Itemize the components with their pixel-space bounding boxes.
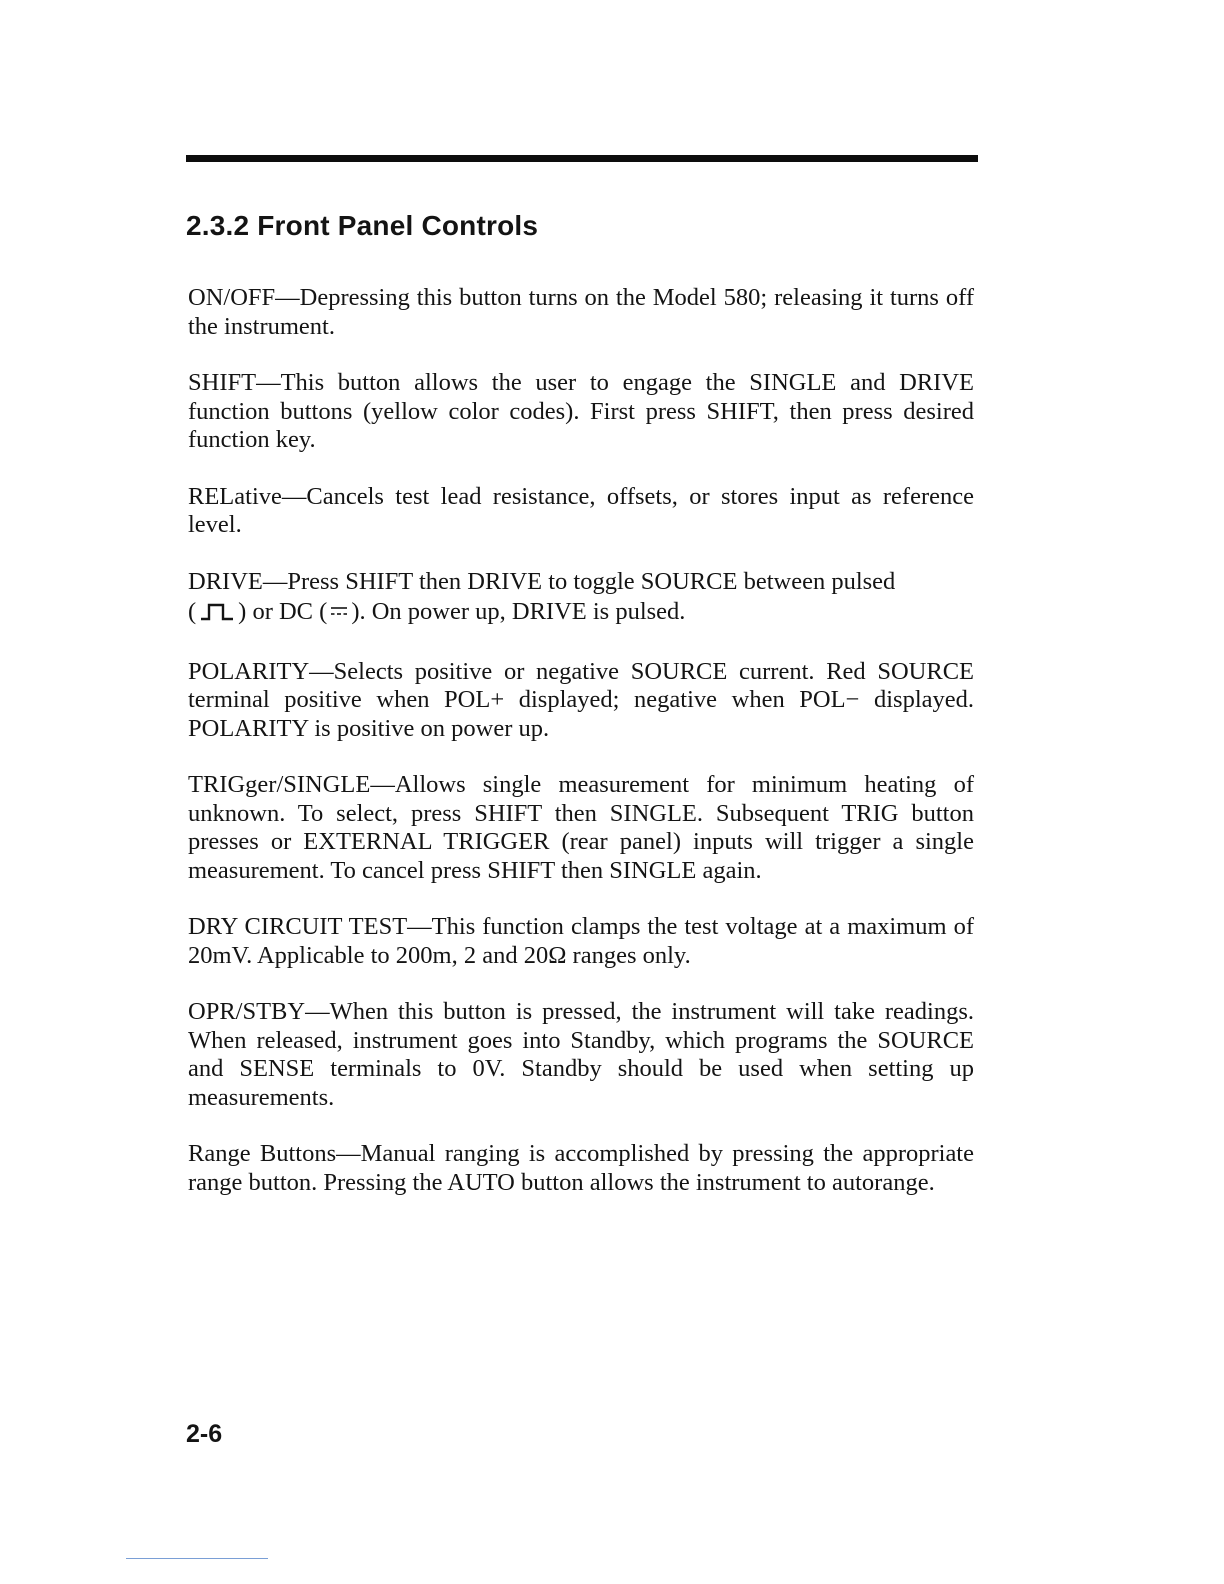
drive-pulse-close-text: ) or DC ( (238, 598, 328, 625)
header-rule (186, 155, 978, 162)
section-heading: 2.3.2 Front Panel Controls (186, 210, 539, 241)
drive-open-paren: ( (188, 598, 197, 625)
paragraph-trigger-single: TRIGger/SINGLE—Allows single measurement for minimum heating of unknown. To select, press SHIFT then SINGLE. Subsequent TRIG button presses or EXTERNAL TRIGGER (rear panel) inputs will trigger a single measurement. To cancel press SHIFT then SINGLE again. (188, 771, 974, 884)
paragraph-relative: RELative—Cancels test lead resistance, offsets, or stores input as reference level. (188, 482, 974, 538)
paragraph-on-off: ON/OFF—Depressing this button turns on the Model 580; releasing it turns off the instrument. (188, 284, 974, 340)
page-number: 2-6 (186, 1420, 223, 1448)
paragraph-dry-circuit-test: DRY CIRCUIT TEST—This function clamps the test voltage at a maximum of 20mV. Applicable to 200m, 2 and 20Ω ranges only. (188, 913, 974, 969)
drive-text-line1: DRIVE—Press SHIFT then DRIVE to toggle SOURCE between pulsed (188, 567, 896, 595)
paragraph-opr-stby: OPR/STBY—When this button is pressed, the instrument will take readings. When released, instrument goes into Standby, which programs the SOURCE and SENSE terminals to 0V. Standby should be used when setting up measurements. (188, 998, 974, 1111)
pulsed-waveform-icon (199, 601, 235, 630)
paragraph-shift: SHIFT—This button allows the user to engage the SINGLE and DRIVE function buttons (yellow color codes). First press SHIFT, then press desired function key. (188, 369, 974, 453)
paragraph-polarity: POLARITY—Selects positive or negative SOURCE current. Red SOURCE terminal positive when POL+ displayed; negative when POL− displayed. POLARITY is positive on power up. (188, 657, 974, 742)
paragraph-drive (188, 568, 974, 630)
bottom-scan-line (126, 1558, 268, 1559)
drive-tail-text: ). On power up, DRIVE is pulsed. (351, 598, 686, 625)
paragraph-range-buttons: Range Buttons—Manual ranging is accomplished by pressing the appropriate range button. Pressing the AUTO button allows the instrument to autorange. (188, 1140, 974, 1196)
dc-symbol-icon (330, 596, 348, 625)
body-text (188, 284, 974, 1225)
